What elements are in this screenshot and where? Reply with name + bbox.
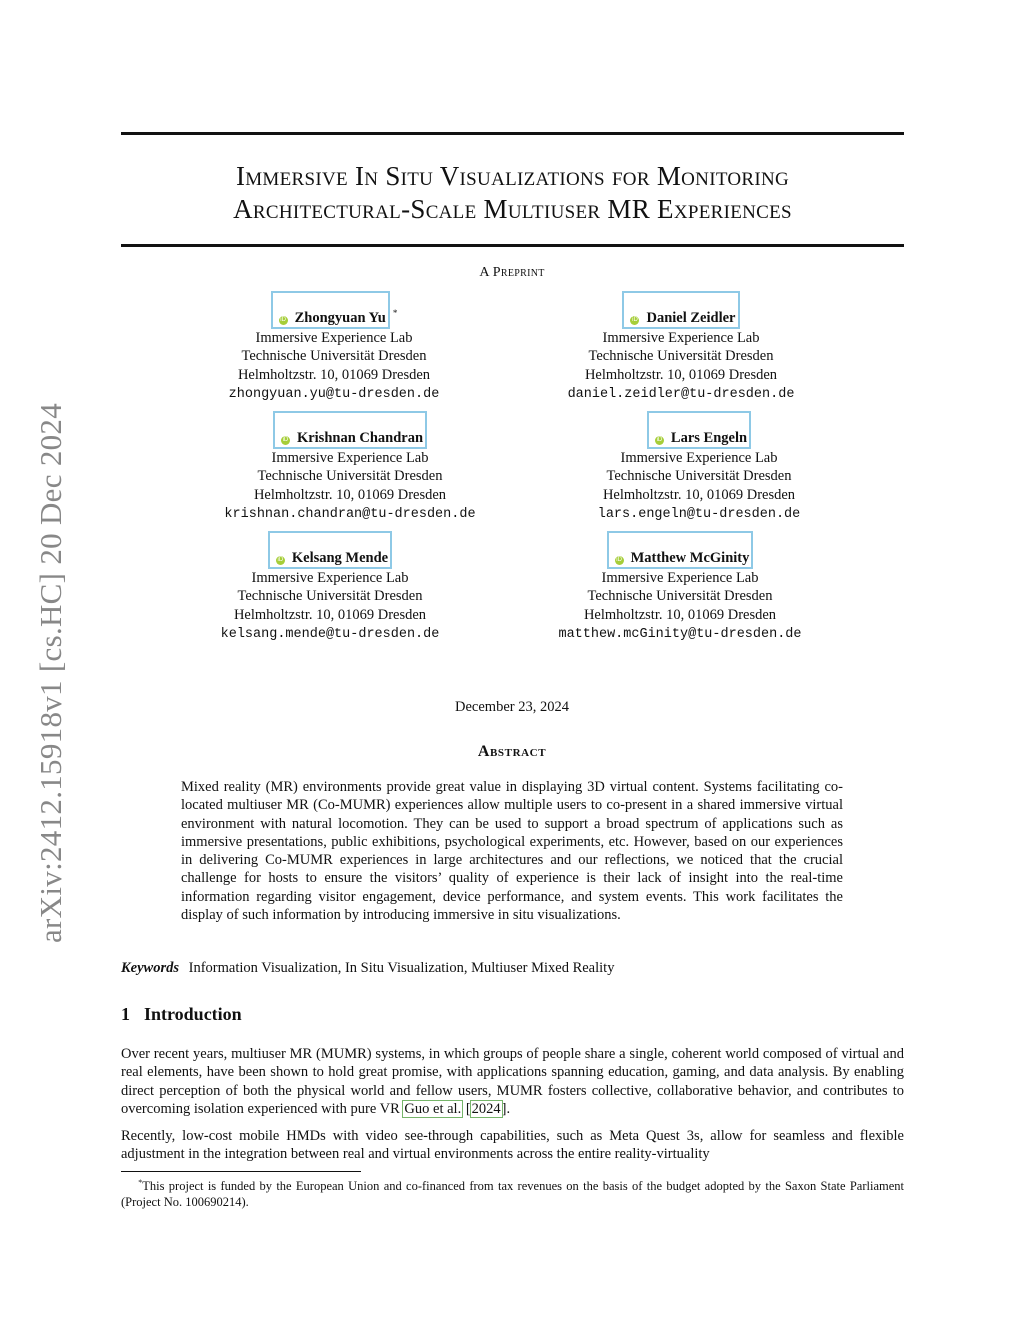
- author-email: matthew.mcGinity@tu-dresden.de: [558, 626, 802, 642]
- author-institution: Technische Universität Dresden: [588, 348, 774, 365]
- preprint-label: A Preprint: [479, 265, 545, 280]
- author-email: daniel.zeidler@tu-dresden.de: [567, 386, 795, 402]
- title-line-1: Immersive In Situ Visualizations for Monitoring: [235, 161, 790, 191]
- orcid-icon[interactable]: iD: [616, 557, 622, 563]
- author-name-link[interactable]: [271, 291, 390, 329]
- section-heading: [121, 1004, 242, 1025]
- author-block-5: [150, 531, 510, 644]
- footnote-mark: *: [138, 1178, 143, 1187]
- author-address: Helmholtzstr. 10, 01069 Dresden: [237, 366, 431, 383]
- author-email: lars.engeln@tu-dresden.de: [597, 506, 801, 522]
- keywords: [121, 960, 904, 977]
- author-name-link[interactable]: [607, 531, 754, 569]
- footnote-rule: [121, 1171, 361, 1172]
- citation-link-year[interactable]: 2024: [471, 1100, 501, 1117]
- author-lab: Immersive Experience Lab: [620, 450, 778, 467]
- author-name: Zhongyuan Yu: [294, 310, 386, 326]
- author-address: Helmholtzstr. 10, 01069 Dresden: [583, 606, 777, 623]
- orcid-icon[interactable]: iD: [280, 317, 286, 323]
- author-name: Daniel Zeidler: [646, 310, 736, 326]
- author-block-6: [500, 531, 860, 644]
- footnote: [121, 1175, 904, 1210]
- author-lab: Immersive Experience Lab: [602, 330, 760, 347]
- author-lab: Immersive Experience Lab: [255, 330, 413, 347]
- paragraph-end: .: [506, 1100, 511, 1117]
- abstract-body: Mixed reality (MR) environments provide great value in displaying 3D virtual content. Systems facilitating co-located multiuser MR (Co-MUMR) experiences allow multiple users to co-present in a shared immersive virtual environment with natural locomotion. They can be used to support a broad spectrum of applications such as immersive presentations, public exhibitions, psychological experiments, etc. However, based on our experiences in delivering Co-MUMR experiences in large architectures and our reflections, we noticed that the crucial challenge for hosts to ensure the visitors’ quality of experience is their lack of insight into the real-time information regarding visitor engagement, device performance, and system events. This work facilitates the display of such information by introducing immersive in situ visualizations.: [181, 779, 843, 924]
- orcid-icon[interactable]: iD: [277, 557, 284, 563]
- author-institution: Technische Universität Dresden: [587, 588, 773, 605]
- keywords-label: Keywords: [121, 960, 179, 976]
- author-lab: Immersive Experience Lab: [271, 450, 429, 467]
- author-name-link[interactable]: [622, 291, 739, 329]
- publication-date: December 23, 2024: [455, 699, 569, 715]
- title-line-2: Architectural-Scale Multiuser MR Experiences: [233, 194, 792, 224]
- author-block-1: [154, 291, 514, 404]
- footnote-marker[interactable]: *: [392, 308, 398, 318]
- author-block-2: [501, 291, 861, 404]
- author-email: kelsang.mende@tu-dresden.de: [220, 626, 440, 642]
- author-name: Krishnan Chandran: [296, 430, 424, 446]
- abstract-heading: Abstract: [477, 743, 547, 760]
- author-name: Matthew McGinity: [630, 550, 750, 566]
- author-lab: Immersive Experience Lab: [601, 570, 759, 587]
- author-name: Lars Engeln: [670, 430, 748, 446]
- author-institution: Technische Universität Dresden: [257, 468, 443, 485]
- author-address: Helmholtzstr. 10, 01069 Dresden: [233, 606, 427, 623]
- orcid-icon[interactable]: iD: [282, 437, 289, 443]
- section-title: Introduction: [144, 1004, 242, 1024]
- author-address: Helmholtzstr. 10, 01069 Dresden: [253, 486, 447, 503]
- orcid-icon[interactable]: iD: [632, 317, 638, 323]
- author-address: Helmholtzstr. 10, 01069 Dresden: [602, 486, 796, 503]
- author-block-4: [519, 411, 879, 524]
- author-institution: Technische Universität Dresden: [606, 468, 792, 485]
- author-block-3: [170, 411, 530, 524]
- footnote-text: This project is funded by the European Union and co-financed from tax revenues on the basis of the budget adopted by the Saxon State Parliament (Project No. 100690214).: [121, 1179, 904, 1210]
- intro-paragraph-1: Over recent years, multiuser MR (MUMR) systems, in which groups of people share a single, coherent world composed of virtual and real elements, have been shown to hold great promise, with applications spanning education, gaming, and data analysis. By enabling direct perception of both the physical world and fellow users, MUMR fosters collective, collaborative behavior, and contributes to overcoming isolation experienced with pure VR Guo et al. [2024].: [121, 1046, 904, 1117]
- author-email: krishnan.chandran@tu-dresden.de: [224, 506, 476, 522]
- author-name-link[interactable]: [647, 411, 751, 449]
- author-institution: Technische Universität Dresden: [241, 348, 427, 365]
- section-number: 1: [121, 1004, 130, 1024]
- citation-link-authors[interactable]: Guo et al.: [404, 1100, 462, 1117]
- author-email: zhongyuan.yu@tu-dresden.de: [228, 386, 440, 402]
- paper-title: [121, 160, 904, 226]
- author-name: Kelsang Mende: [291, 550, 389, 566]
- author-name-link[interactable]: [268, 531, 392, 569]
- title-top-rule: [121, 132, 904, 135]
- author-institution: Technische Universität Dresden: [237, 588, 423, 605]
- keywords-text: Information Visualization, In Situ Visualization, Multiuser Mixed Reality: [188, 960, 615, 976]
- title-bottom-rule: [121, 244, 904, 247]
- author-name-link[interactable]: [273, 411, 427, 449]
- arxiv-sidebar-id: arXiv:2412.15918v1 [cs.HC] 20 Dec 2024: [33, 402, 68, 943]
- orcid-icon[interactable]: iD: [656, 437, 663, 443]
- intro-paragraph-2: Recently, low-cost mobile HMDs with video see-through capabilities, such as Meta Quest 3s, allow for seamless and flexible adjustment in the integration between real and virtual environments across the entire reality-virtuality: [121, 1128, 904, 1163]
- author-address: Helmholtzstr. 10, 01069 Dresden: [584, 366, 778, 383]
- paragraph-text: Over recent years, multiuser MR (MUMR) systems, in which groups of people share a single, coherent world composed of virtual and real elements, have been shown to hold great promise, with applications spanning education, gaming, and data analysis. By enabling direct perception of both the physical world and fellow users, MUMR fosters collective, collaborative behavior, and contributes to overcoming isolation experienced with pure VR: [121, 1046, 904, 1117]
- author-lab: Immersive Experience Lab: [251, 570, 409, 587]
